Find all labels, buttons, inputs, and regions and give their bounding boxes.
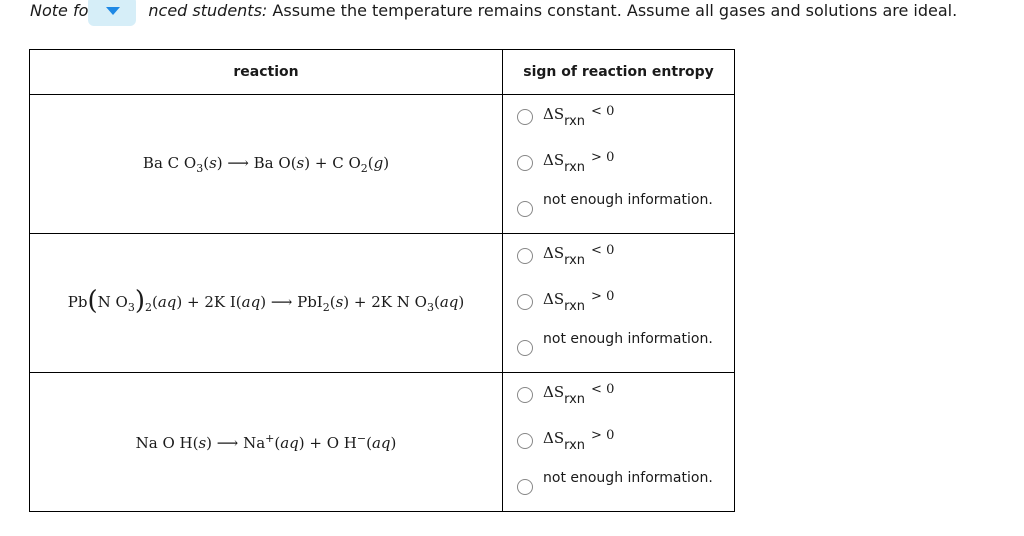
option-3-negative[interactable]: ΔSrxn< 0 xyxy=(503,373,734,419)
note-text: Assume the temperature remains constant. Assume all gases and solutions are ideal. xyxy=(272,1,958,20)
reaction-1-equation: Ba C $O_3(s)$ ⟶ Ba O(s) + C $O_2(g)$ xyxy=(142,153,390,175)
option-2-negative[interactable]: ΔSrxn< 0 xyxy=(503,234,734,280)
option-1-not-enough[interactable]: not enough information. xyxy=(503,187,734,233)
radio-button[interactable] xyxy=(517,433,533,449)
radio-button[interactable] xyxy=(517,340,533,356)
radio-button[interactable] xyxy=(517,294,533,310)
reaction-2 xyxy=(30,234,503,373)
option-2-not-enough[interactable]: not enough information. xyxy=(503,326,734,372)
radio-button[interactable] xyxy=(517,201,533,217)
note-dropdown-button[interactable] xyxy=(88,0,136,26)
option-3-positive[interactable]: ΔSrxn> 0 xyxy=(503,419,734,465)
reaction-table xyxy=(29,49,735,512)
options-row-3 xyxy=(503,373,735,512)
option-1-positive[interactable]: ΔSrxn> 0 xyxy=(503,141,734,187)
option-2-positive[interactable]: ΔSrxn> 0 xyxy=(503,280,734,326)
header-reaction: reaction xyxy=(30,50,503,95)
options-row-1 xyxy=(503,95,735,234)
option-3-not-enough[interactable]: not enough information. xyxy=(503,465,734,511)
options-row-2 xyxy=(503,234,735,373)
option-1-negative[interactable]: ΔSrxn< 0 xyxy=(503,95,734,141)
radio-button[interactable] xyxy=(517,109,533,125)
reaction-2-equation: Pb(N $O_3)_2(aq) + 2K$ I(aq) ⟶ PbI$_2$(s) + 2K N $O_3(aq)$ xyxy=(67,286,465,316)
note-italic: nced students: xyxy=(148,1,268,20)
reaction-3-equation: Na O H(s) ⟶ Na+(aq) + O H−(aq) xyxy=(135,432,397,452)
radio-button[interactable] xyxy=(517,155,533,171)
header-sign: sign of reaction entropy xyxy=(503,50,735,95)
radio-button[interactable] xyxy=(517,387,533,403)
chevron-down-icon xyxy=(106,7,120,15)
radio-button[interactable] xyxy=(517,248,533,264)
note-start: Note fo xyxy=(30,1,89,20)
reaction-1 xyxy=(30,95,503,234)
reaction-3 xyxy=(30,373,503,512)
instruction-note xyxy=(30,0,957,22)
radio-button[interactable] xyxy=(517,479,533,495)
